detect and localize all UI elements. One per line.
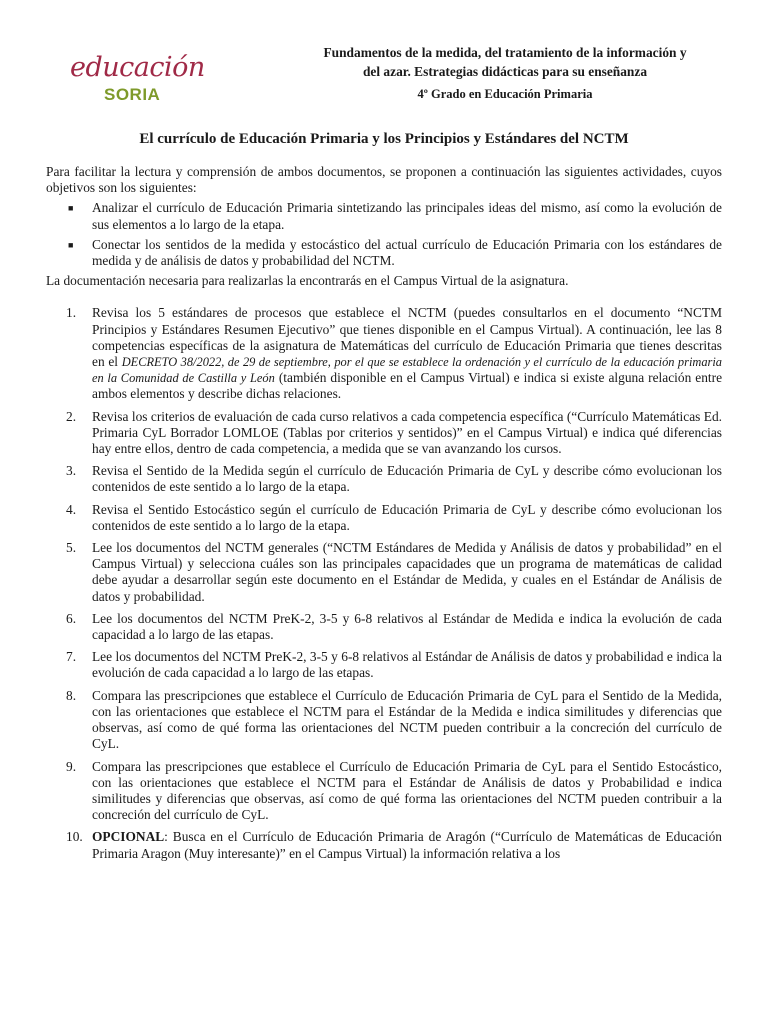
decree-reference: DECRETO 38/2022, de 29 de septiembre, por el que se establece la ordenación y el currículo de la educación primaria en la Comunidad de Castilla y León bbox=[92, 355, 722, 386]
document-header bbox=[270, 43, 740, 81]
bullet-icon: ■ bbox=[68, 239, 74, 250]
logo bbox=[68, 52, 218, 110]
list-item bbox=[46, 611, 722, 643]
item-number: 8. bbox=[66, 687, 77, 703]
item-number: 3. bbox=[66, 463, 77, 479]
item-number: 5. bbox=[66, 540, 77, 556]
activity-text: Revisa los 5 estándares de procesos que establece el NCTM (puedes consultarlos en el documento “NCTM Principios y Estándares Resumen Ejecutivo” que tienes disponible en el Campus Virtual). A continuación, lee las 8 competencias específicas de la asignatura de Matemáticas del currículo de Educación Primaria que tienes descritas en el bbox=[92, 305, 722, 370]
item-number: 2. bbox=[66, 408, 77, 424]
activity-text: Compara las prescripciones que establece el Currículo de Educación Primaria de CyL para el Sentido Estocástico, con las orientaciones que establece el NCTM para el Estándar de Análisis de datos y Probabilidad e indica similitudes y diferencias que observas, así como de qué forma las orientaciones del NCTM pueden contribuir a la concreción del currículo de CyL. bbox=[92, 758, 722, 823]
activity-text: Revisa los criterios de evaluación de cada curso relativos a cada competencia específica (“Currículo Matemáticas Ed. Primaria CyL Borrador LOMLOE (Tablas por criterios y sentidos)” en el Campus Virtual) e indica qué diferencias hay entre ellos, dentro de cada competencia, a medida que se van avanzando los cursos. bbox=[92, 408, 722, 457]
intro-paragraph: Para facilitar la lectura y comprensión de ambos documentos, se proponen a continuación las siguientes actividades, cuyos objetivos son los siguientes: bbox=[46, 164, 722, 196]
header-line-1: Fundamentos de la medida, del tratamiento de la información y bbox=[323, 45, 687, 60]
optional-label: OPCIONAL bbox=[92, 829, 165, 845]
item-number: 1. bbox=[66, 305, 77, 321]
documentation-paragraph: La documentación necesaria para realizarlas la encontrarás en el Campus Virtual de la asignatura. bbox=[46, 273, 569, 289]
logo-script-text: educación bbox=[70, 52, 205, 83]
list-item bbox=[46, 540, 722, 605]
page-title: El currículo de Educación Primaria y los Principios y Estándares del NCTM bbox=[139, 131, 629, 147]
activity-text: Lee los documentos del NCTM PreK-2, 3-5 y 6-8 relativos al Estándar de Medida e indica la evolución de cada capacidad a lo largo de las etapas. bbox=[92, 610, 722, 643]
grade-label: 4º Grado en Educación Primaria bbox=[417, 87, 593, 101]
item-number: 6. bbox=[66, 610, 77, 626]
activity-text: Revisa el Sentido Estocástico según el currículo de Educación Primaria de CyL y describe cómo evolucionan los contenidos de este sentido a lo largo de la etapa. bbox=[92, 501, 722, 533]
activity-text: Lee los documentos del NCTM PreK-2, 3-5 y 6-8 relativos al Estándar de Análisis de datos y probabilidad e indica la evolución de cada capacidad a lo largo de las etapas. bbox=[92, 649, 722, 681]
list-item bbox=[46, 829, 722, 861]
list-item bbox=[46, 759, 722, 824]
document-body bbox=[46, 164, 722, 868]
item-number: 7. bbox=[66, 649, 77, 665]
activity-text: Lee los documentos del NCTM generales (“NCTM Estándares de Medida y Análisis de datos y probabilidad” en el Campus Virtual) y selecciona cuáles son las principales capacidades que un programa de matemáticas de calidad debe ayudar a desarrollar según este documento en el Estándar de Medida, y cuales en el Estándar de Análisis de datos y probabilidad. bbox=[92, 540, 722, 604]
activity-text: Revisa el Sentido de la Medida según el currículo de Educación Primaria de CyL y describe cómo evolucionan los contenidos de este sentido a lo largo de la etapa. bbox=[92, 463, 722, 495]
bullet-icon: ■ bbox=[68, 203, 74, 214]
list-item bbox=[46, 200, 722, 232]
item-number: 4. bbox=[66, 501, 77, 517]
objective-text: Analizar el currículo de Educación Primaria sintetizando las principales ideas del mismo, así como la evolución de sus elementos a lo largo de la etapa. bbox=[92, 200, 722, 232]
objectives-list bbox=[46, 200, 722, 269]
list-item bbox=[46, 502, 722, 534]
list-item bbox=[46, 688, 722, 753]
list-item bbox=[46, 649, 722, 681]
list-item bbox=[46, 463, 722, 495]
activity-text: Compara las prescripciones que establece el Currículo de Educación Primaria de CyL para el Sentido de la Medida, con las orientaciones que establece el NCTM para el Estándar de la Medida e indica similitudes y diferencias que observas, así como de qué forma las orientaciones del NCTM pueden contribuir a la concreción del currículo de CyL. bbox=[92, 687, 722, 752]
activities-list bbox=[46, 305, 722, 861]
activity-text: : Busca en el Currículo de Educación Primaria de Aragón (“Currículo de Matemáticas de Educación Primaria Aragon (Muy interesante)” en el Campus Virtual) la información relativa a los bbox=[92, 829, 722, 861]
objective-text: Conectar los sentidos de la medida y estocástico del actual currículo de Educación Primaria con los estándares de medida y de análisis de datos y probabilidad del NCTM. bbox=[92, 236, 722, 269]
logo-soria-text: SORIA bbox=[104, 85, 161, 104]
activity-text: (también disponible en el Campus Virtual) e indica si existe alguna relación entre ambos elementos y describe dichas relaciones. bbox=[92, 370, 723, 402]
item-number: 9. bbox=[66, 758, 77, 774]
header-line-2: del azar. Estrategias didácticas para su enseñanza bbox=[362, 64, 648, 79]
list-item bbox=[46, 409, 722, 458]
list-item bbox=[46, 305, 722, 402]
item-number: 10. bbox=[66, 829, 83, 845]
list-item bbox=[46, 237, 722, 269]
